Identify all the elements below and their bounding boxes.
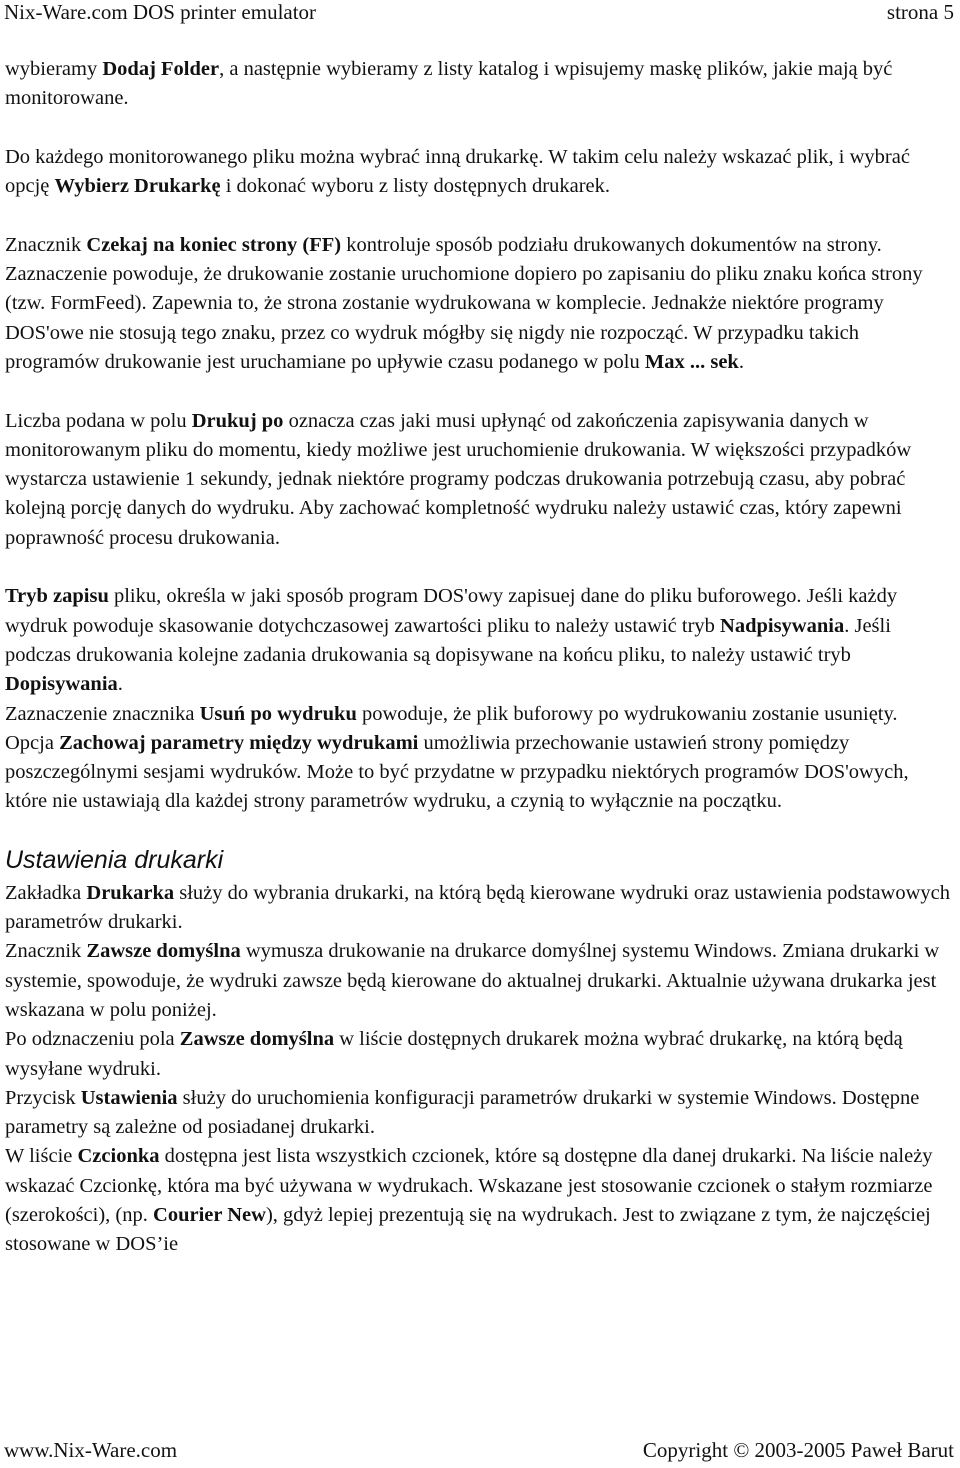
footer-url: www.Nix-Ware.com <box>4 1438 178 1462</box>
term-add-folder: Dodaj Folder <box>102 58 220 80</box>
term-always-default: Zawsze domyślna <box>86 940 241 963</box>
term-write-mode: Tryb zapisu <box>5 585 109 608</box>
term-print-after: Drukuj po <box>191 409 284 432</box>
term-printer-tab: Drukarka <box>86 881 175 904</box>
paragraph-add-folder: wybieramy Dodaj Folder, a następnie wybieramy z listy katalog i wpisujemy maskę plików, jakie mają być monitorowane. <box>5 58 893 110</box>
term-choose-printer: Wybierz Drukarkę <box>54 175 221 198</box>
term-wait-end-page: Czekaj na koniec strony (FF) <box>86 233 342 256</box>
paragraph-print-after: Liczba podana w polu Drukuj po oznacza czas jaki musi upłynąć od zakończenia zapisywania danych w monitorowanym pliku do momentu, kiedy możliwe jest uruchomienie drukowania. W większości przypadków wystarcza ustawienie 1 sekundy, jednak niektóre programy podczas drukowania potrzebują czasu, aby pobrać kolejną porcję danych do wydruku. Aby zachować kompletność wydruku należy ustawić czas, który zapewni poprawność procesu drukowania. <box>5 409 912 549</box>
footer-copyright: Copyright © 2003-2005 Paweł Barut <box>642 1438 954 1462</box>
paragraph-delete-after-print: Zaznaczenie znacznika Usuń po wydruku powoduje, że plik buforowy po wydrukowaniu zostanie usunięty. <box>5 702 898 725</box>
term-always-default-2: Zawsze domyślna <box>179 1028 335 1051</box>
paragraph-uncheck-default: Po odznaczeniu pola Zawsze domyślna w liście dostępnych drukarek można wybrać drukarkę, na którą będą wysyłane wydruki. <box>5 1028 903 1080</box>
term-append: Dopisywania <box>5 673 118 696</box>
paragraph-printer-tab: Zakładka Drukarka służy do wybrania drukarki, na którą będą kierowane wydruki oraz ustawienia podstawowych parametrów drukarki. <box>5 881 951 934</box>
paragraph-choose-printer: Do każdego monitorowanego pliku można wybrać inną drukarkę. W takim celu należy wskazać plik, i wybrać opcję Wybierz Drukarkę i dokonać wyboru z listy dostępnych drukarek. <box>5 145 910 198</box>
term-delete-after-print: Usuń po wydruku <box>199 702 357 725</box>
section-heading: Ustawienia drukarki <box>5 845 224 874</box>
term-settings: Ustawienia <box>80 1086 178 1109</box>
page-footer <box>4 1438 954 1462</box>
document-body <box>5 55 953 1260</box>
term-max-sec: Max ... sek <box>644 350 739 373</box>
page-header <box>4 0 954 26</box>
paragraph-keep-params: Opcja Zachowaj parametry między wydrukami umożliwia przechowanie ustawień strony pomiędzy poszczególnymi sesjami wydruków. Może to być przydatne w przypadku niektórych programów DOS'owych, które nie ustawiają dla każdej strony parametrów wydruku, a czynią to wyłącznie na początku. <box>5 731 909 813</box>
paragraph-settings-button: Przycisk Ustawienia służy do uruchomienia konfiguracji parametrów drukarki w systemie Windows. Dostępne parametry są zależne od posiadanej drukarki. <box>5 1086 920 1139</box>
term-keep-params: Zachowaj parametry między wydrukami <box>59 731 419 754</box>
paragraph-font-list: W liście Czcionka dostępna jest lista wszystkich czcionek, które są dostępne dla danej drukarki. Na liście należy wskazać Czcionkę, która ma być używana w wydrukach. Wskazane jest stosowanie czcionek o stałym rozmiarze (szerokości), (np. Courier New), gdyż lepiej prezentują się na wydrukach. Jest to związane z tym, że najczęściej stosowane w DOS’ie <box>5 1145 933 1256</box>
paragraph-write-mode: Tryb zapisu pliku, określa w jaki sposób program DOS'owy zapisuej dane do pliku buforowego. Jeśli każdy wydruk powoduje skasowanie dotychczasowej zawartości pliku to należy ustawić tryb Nadpisywania. Jeśli podczas drukowania kolejne zadania drukowania są dopisywane na końcu pliku, to należy ustawić tryb Dopisywania. <box>5 585 898 696</box>
term-font: Czcionka <box>77 1145 160 1168</box>
term-overwrite: Nadpisywania <box>720 614 845 637</box>
term-courier-new: Courier New <box>153 1203 266 1226</box>
paragraph-wait-end-page: Znacznik Czekaj na koniec strony (FF) kontroluje sposób podziału drukowanych dokumentów na strony. Zaznaczenie powoduje, że drukowanie zostanie uruchomione dopiero po zapisaniu do pliku znaku końca strony (tzw. FormFeed). Zapewnia to, że strona zostanie wydrukowana w komplecie. Jednakże niektóre programy DOS'owe nie stosują tego znaku, przez co wydruk mógłby się nigdy nie rozpocząć. W przypadku takich programów drukowanie jest uruchamiane po upływie czasu podanego w polu Max ... sek. <box>5 233 923 373</box>
page-number: strona 5 <box>886 0 954 24</box>
paragraph-always-default: Znacznik Zawsze domyślna wymusza drukowanie na drukarce domyślnej systemu Windows. Zmiana drukarki w systemie, spowoduje, że wydruki zawsze będą kierowane do aktualnej drukarki. Aktualnie używana drukarka jest wskazana w polu poniżej. <box>5 940 940 1021</box>
document-title: Nix-Ware.com DOS printer emulator <box>4 0 317 24</box>
